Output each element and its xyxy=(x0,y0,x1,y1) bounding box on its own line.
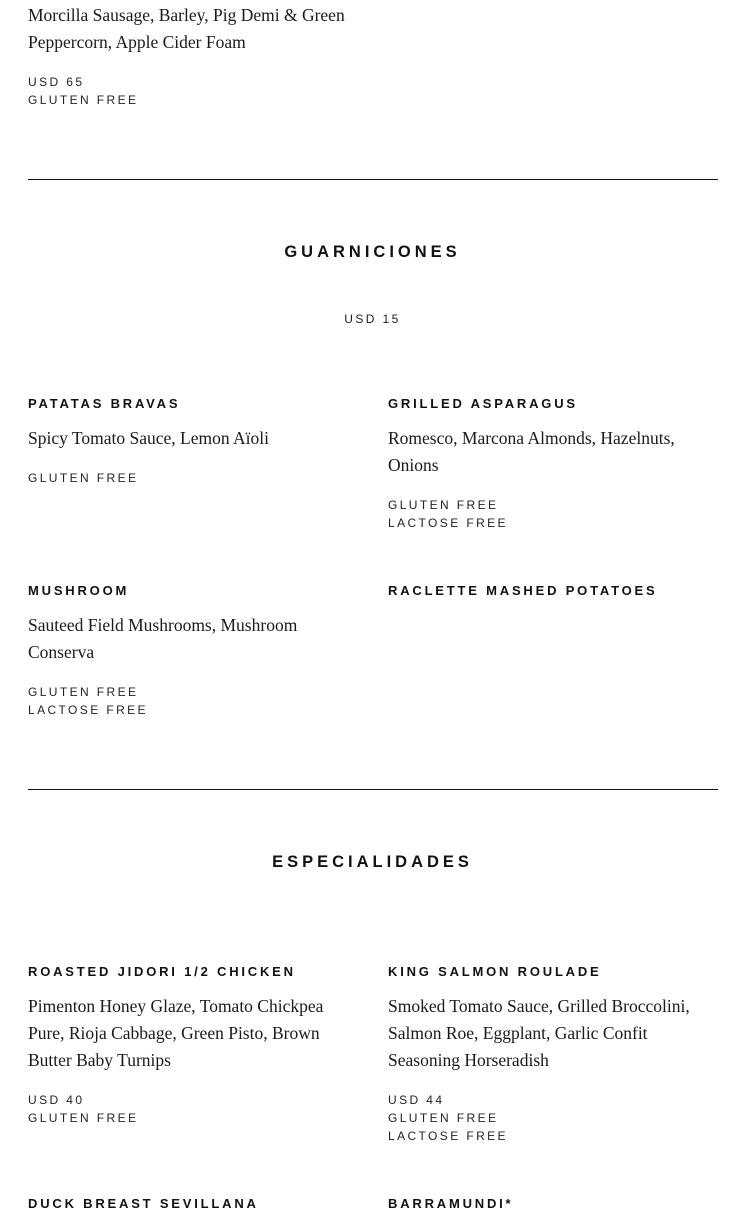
section-price: USD 15 xyxy=(344,312,401,326)
top-item-description: Morcilla Sausage, Barley, Pig Demi & Green Peppercorn, Apple Cider Foam xyxy=(28,5,345,52)
diet-tag: GLUTEN FREE xyxy=(28,1111,139,1125)
section-title-guarniciones: GUARNICIONES xyxy=(284,243,461,261)
dish-name: GRILLED ASPARAGUS xyxy=(388,396,578,411)
dish-description: Sauteed Field Mushrooms, Mushroom Conserva xyxy=(28,615,298,662)
dish-tags xyxy=(388,496,508,532)
diet-tag: GLUTEN FREE xyxy=(388,498,499,512)
dish-name: KING SALMON ROULADE xyxy=(388,964,602,979)
dish-name: ROASTED JIDORI 1/2 CHICKEN xyxy=(28,964,296,979)
dish-name: MUSHROOM xyxy=(28,583,130,598)
diet-tag: GLUTEN FREE xyxy=(388,1111,499,1125)
dish-tags xyxy=(28,683,148,719)
diet-tag: GLUTEN FREE xyxy=(28,685,139,699)
top-item-tags xyxy=(28,73,138,109)
dish-name: RACLETTE MASHED POTATOES xyxy=(388,583,658,598)
dish-description: Pimenton Honey Glaze, Tomato Chickpea Pure, Rioja Cabbage, Green Pisto, Brown Butter Baby Turnips xyxy=(28,996,324,1070)
top-item-price: USD 65 xyxy=(28,75,85,89)
dish-price: USD 44 xyxy=(388,1093,445,1107)
top-item-diet-tag: GLUTEN FREE xyxy=(28,93,139,107)
dish-name: DUCK BREAST SEVILLANA xyxy=(28,1196,259,1211)
diet-tag: GLUTEN FREE xyxy=(28,471,139,485)
diet-tag: LACTOSE FREE xyxy=(28,703,148,717)
dish-tags xyxy=(28,1091,138,1127)
dish-price: USD 40 xyxy=(28,1093,85,1107)
dish-name: BARRAMUNDI* xyxy=(388,1196,514,1211)
diet-tag: LACTOSE FREE xyxy=(388,1129,508,1143)
dish-tags xyxy=(28,469,138,487)
dish-description: Spicy Tomato Sauce, Lemon Aïoli xyxy=(28,428,269,448)
dish-tags xyxy=(388,1091,508,1145)
diet-tag: LACTOSE FREE xyxy=(388,516,508,530)
dish-name: PATATAS BRAVAS xyxy=(28,396,181,411)
dish-description: Smoked Tomato Sauce, Grilled Broccolini, Salmon Roe, Eggplant, Garlic Confit Seasoning Horseradish xyxy=(388,996,690,1070)
dish-description: Romesco, Marcona Almonds, Hazelnuts, Onions xyxy=(388,428,675,475)
section-title-especialidades: ESPECIALIDADES xyxy=(272,853,473,871)
section-divider xyxy=(28,179,718,180)
section-divider xyxy=(28,789,718,790)
